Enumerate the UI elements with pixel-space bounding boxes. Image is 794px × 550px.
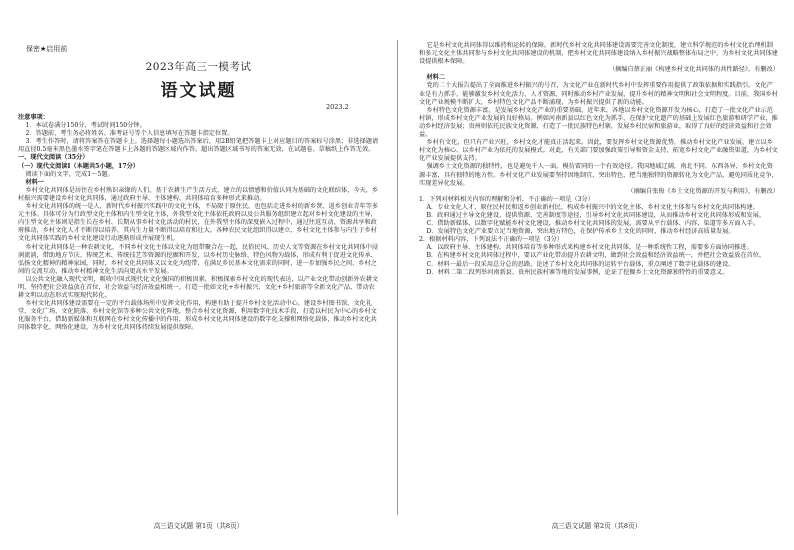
note-item: 1．本试卷满分150分，考试时间150分钟。 [25,122,146,130]
question-stem: 2．根据材料内容，下列说法不正确的一项是（3分） [419,236,563,244]
question-option: C．借助新媒体，以数字化赋能乡村文化建设，推动乡村文化共同体的发展，需要从平台载体、内容、渠道等多方面入手。 [426,220,760,228]
question-stem: 1．下列对材料相关内容的理解和分析，不正确的一项是（3分） [419,195,594,203]
section-heading: 一、现代文阅读（35分） [18,154,89,162]
paragraph: 强调乡土文化资源的独特性，也是避免千人一面、模仿雷同的一个有效途径。我国地域辽阔，南北不同，东西各异，乡村文化资源丰富，具有独特的地方性。乡村文化产业发展要坚持因地制宜、突出特色，把当地独特的资源转化为文化产品，避免同质化竞争，实现差异化发展。 [419,163,778,187]
paragraph: 乡村文化共同体是居住在乡村熟识亲缘的人们，基于农耕生产生活方式，建立的以情感和价值认同为基础的文化联结体，今天，乡村振兴需要建设乡村文化共同体，通过政府主导、主体建构、共同体培育多种形式来推动。 [18,186,379,202]
paragraph: 它是乡村文化共同体得以维持和运转的保障。新时代乡村文化共同体建设需要完善文化制度，建立科学规范的乡村文化治理机制和多元文化主体共同参与乡村文化共同体建设的机制，把乡村文化共同体建设纳入乡村振兴战略整体布局之中，为乡村文化共同体建设提供根本保障。 [419,42,778,66]
paragraph: 乡村文化共同体的统一是人，新时代乡村振兴实践中的文化主体，不局限于原住民，也包括走进乡村的新乡贤、返乡创业青年等多元主体。具体可分为行政型文化主体和内生型文化主体，外我型文化主体依托政府以及公共服务组织建立起对乡村文化建设的主导，内生型文化主体则是指生长在乡村、长期从事乡村文化活动的村民，在外我型主体的深度嵌入过程中，通过往返互动、资源共享和政府推动，乡村文化人才不断得以培养，其内生力量不断得以培育和壮大。各种农民文化组织得以建立，乡村文化主体参与内生于乡村文化共同体实践的乡村文化建设行动逐渐形成并展现生机。 [18,203,379,243]
question-option: A．专业文化人才、原住民村民和返乡创业新村民，构成乡村振兴中的文化主体，乡村文化主体参与乡村文化共同体构建。 [426,203,759,211]
instructions-block [18,114,380,333]
question-option: D．发展特色文化产业要立足当地资源，突出地方特色，在保护传承乡土文化的同时，推动乡村经济高质量发展。 [426,228,735,236]
question-option: C．材料一最后一段采用总分总的思路，论述了乡村文化共同体的运转平台载体，重点阐述了数字化载体的建设。 [426,260,735,268]
page-footer: 高三语文试题 第2页（共8页） [551,522,642,530]
paragraph: 乡村文化共同体是一种农耕文化，不同乡村文化主体以文化为纽带聚合在一起，民俗民风、历史人文等资源在乡村文化共同体中浸润流淌，借助地方节庆、传统艺术、传统技艺等资源的挖掘和开发，以乡村历史脉络、特色风物为载体，形成有利于促进文化传承、弘扬文化精神的精神家园，同时，乡村文化共同体又以文化为纽带，在满足乡民基本文化需求的同时，进一步加强乡民之间、乡村之间的交流互动，推动乡村精神文化生活向更高水平发展。 [18,243,379,275]
page-footer: 高三语文试题 第1页（共8页） [153,522,244,530]
exam-date: 2023.2 [326,103,349,111]
paragraph: 以公共文化融入现代文明，吸收中国式现代化文化强国的积极因素，积极探索乡村文化的现代表达，以产业文化带动创新外农耕文明，坚持把社会效益放在首位，社会效益与经济效益相统一，打造一批如文化+乡村振兴、文化+乡村旅游等全新文化产品，带动农耕文明以动态形式实现现代转化。 [18,275,379,300]
question-option: D．材料二第二段列举河南新县、贵州民族村寨等地的发展事例，论证了挖掘乡土文化资源独特性的重要意义。 [426,268,729,276]
paragraph: 党的二十大报告提出了全面推进乡村振兴的号召，为文化产业在新时代乡村中发挥重要作用提供了政策依据和实践指引。文化产业是有力抓手，能够激发乡村文化活力、人才资源，同时推动乡村产业发展，提升乡村的精神文明和社会文明程度。目前，我国乡村文化产业规模不断扩大，乡村特色文化产品不断涌现，为乡村振兴提供了新的动能。 [419,82,778,106]
question-option: A．以政府主导、主体建构、共同体培育等多种形式来构建乡村文化共同体，是一种系统性工程，需要多方面协同推进。 [426,244,753,252]
subsection-heading: （一）现代文阅读Ⅰ（本题共5小题，17分） [18,162,139,170]
question-option: B．在构建乡村文化共同体过程中，要以产业化带动提升农耕文明，做到社会效益和经济效益统一，并把社会效益放在首位。 [426,252,766,260]
notes-heading: 注意事项： [18,114,49,121]
citation: （摘编自蔡正丽《构建乡村文化共同体的共性路径》，有删改） [608,66,779,74]
paragraph: 乡村特色文化资源丰富，是发展乡村文化产业的重要基础。近年来，各地以乡村文化资源开发为核心，打造了一批文化产业示范村镇，形成乡村文化产业发展的良好格局。例如河南新县以红色文化为抓手，在保护文化遗产的基础上发展红色旅游和研学产业，推动乡村经济发展；贵州则依托民族文化资源，打造了一批民族特色村寨，发展乡村民宿和旅游业，取得了良好的经济效益和社会效益。 [419,106,778,139]
material-one-label: 材料一 [25,178,44,186]
exam-title: 2023年高三一模考试 [145,61,252,73]
confidential-mark: 保密★启用前 [26,45,68,53]
paragraph: 乡村有文化，但只有产业兴旺，乡村文化才能真正活起来。因此，要发挥乡村文化资源优势，推动乡村文化产业发展，建立以乡村文化为核心、以乡村产业为依托的发展模式。对此，有关部门要加强政策引导和资金支持，拓宽乡村文化产业融资渠道，为乡村文化产业发展提供支持。 [419,139,778,163]
subject-title: 语文试题 [160,81,237,101]
right-page [399,0,794,550]
note-item: 3．考生作答时，请将答案答在答题卡上。选择题每小题选出答案后，用2B铅笔把答题卡上对应题目的答案标号涂黑；非选择题请用直径0.5毫米黑色墨水签字笔在答题卡上各题的答题区域内作答。超出答题区域书写的答案无效，在试题卷、草稿纸上作答无效。 [18,138,379,154]
question-option: B．政府通过主导文化建设、提供资源、完善制度等途径，引导乡村文化共同体建设，从而推动乡村文化共同体形成和发展。 [426,211,766,219]
citation: （摘编自张俊《乡土文化资源的开发与利用》，有删改） [627,187,779,195]
right-content-block [419,42,779,277]
note-item: 2．答题前，考生务必将姓名、准考证号等个人信息填写在答题卡指定位置。 [25,130,234,138]
reading-instruction: 阅读下面的文字，完成1～5题。 [25,170,114,178]
paragraph: 乡村文化共同体建设需要在一定的平台载体场所中发挥文化作用，构建有助于提升乡村文化活动中心、建设乡村图书馆、文化礼堂、文化广场、文化院落、乡村文化馆等多种公共文化阵地，整合乡村文化资源，利用数字化技术手段，打造以村民为中心的乡村文化服务平台，借助新媒体和互联网在乡村文化传播中的作用，形成乡村文化共同体建设的数字化支撑和网络化载体，推动乡村文化共同体数字化、网络化建设，为乡村文化共同体持续发展提供保障。 [18,300,377,332]
page-divider [397,40,398,515]
material-two-label: 材料二 [426,74,445,82]
